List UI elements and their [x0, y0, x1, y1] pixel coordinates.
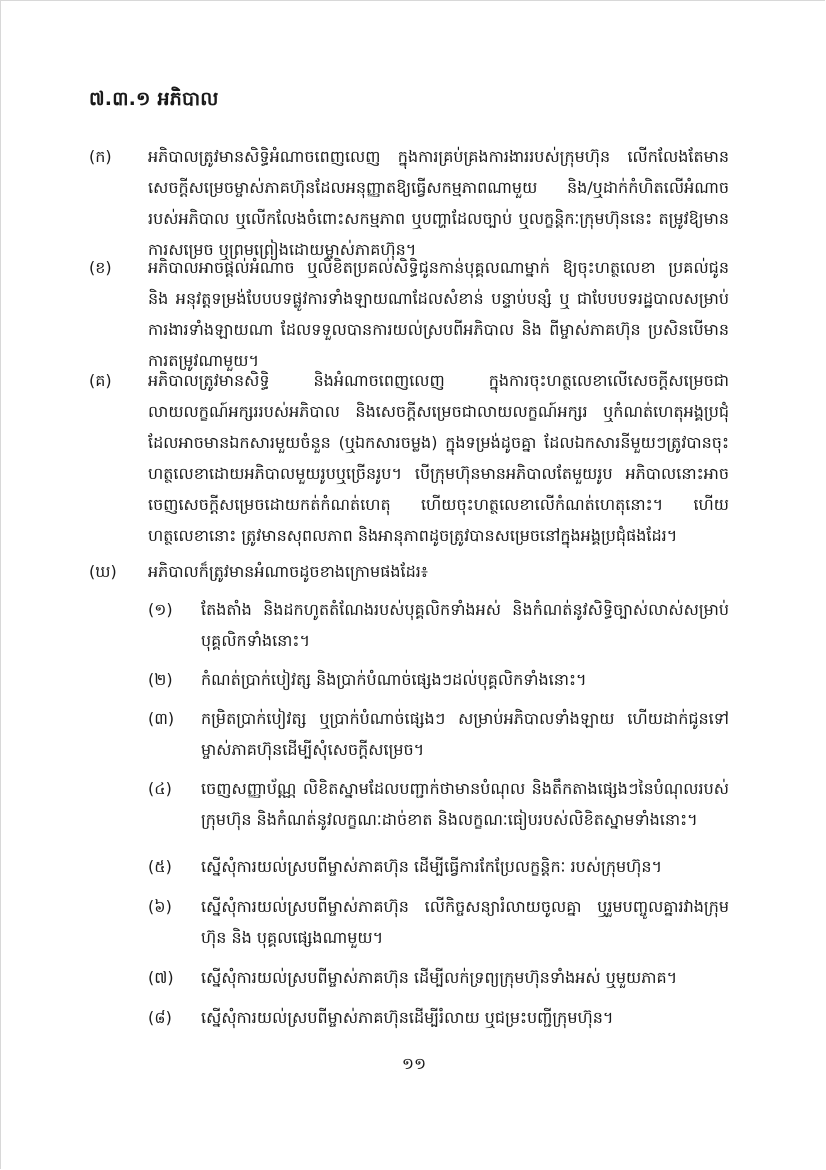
- paragraph-label: (គ): [89, 371, 112, 390]
- sub-item-1: [148, 594, 729, 656]
- page-number: ១១: [401, 1054, 427, 1073]
- sub-item-label: (៦): [148, 897, 172, 916]
- paragraph-kho: [89, 556, 729, 587]
- sub-item-label: (២): [148, 670, 173, 689]
- sub-item-label: (៥): [148, 857, 172, 876]
- sub-item-5: [148, 851, 729, 882]
- sub-item-6: [148, 891, 729, 953]
- paragraph-kha: [89, 252, 729, 376]
- sub-item-label: (៨): [148, 1008, 172, 1027]
- sub-item-label: (៧): [148, 968, 174, 987]
- sub-item-2: [148, 664, 729, 695]
- paragraph-text: អភិបាលត្រូវមានសិទ្ធិអំណាចពេញលេញ ក្នុងការគ្រប់គ្រងការងាររបស់ក្រុមហ៊ុន លើកលែងតែមានសេចក្តីសម្រេចម្ចាស់ភាគហ៊ុនដែលអនុញ្ញាតឱ្យធ្វើសកម្មភាពណាមួយ និង/ឬដាក់កំហិតលើអំណាចរបស់អភិបាល ឬលើកលែងចំពោះសកម្មភាព ឬបញ្ហាដែលច្បាប់ ឬលក្ខន្តិកៈក្រុមហ៊ុននេះ តម្រូវឱ្យមានការសម្រេច ឬព្រមព្រៀងដោយម្ចាស់ភាគហ៊ុន។: [148, 147, 729, 259]
- section-heading: ៧.៣.១ អភិបាល: [89, 88, 219, 110]
- paragraph-ka: [89, 141, 729, 265]
- sub-item-text: ចេញសញ្ញាប័ណ្ណ លិខិតស្នាមដែលបញ្ជាក់ថាមានបំណុល និងតឹកតាងផ្សេងៗនៃបំណុលរបស់ក្រុមហ៊ុន និងកំណត់នូវលក្ខណៈដាច់ខាត និងលក្ខណៈធៀបរបស់លិខិតស្នាមទាំងនោះ។: [201, 779, 729, 829]
- sub-item-text: ស្នើសុំការយល់ស្របពីម្ចាស់ភាគហ៊ុន លើកិច្ចសន្យារំលាយចូលគ្នា ឬរួមបញ្ចូលគ្នារវាងក្រុមហ៊ុន និង បុគ្គលផ្សេងណាមួយ។: [201, 897, 729, 947]
- paragraph-text: អភិបាលអាចផ្តល់អំណាច ឬលិខិតប្រគល់សិទ្ធិជូនកាន់បុគ្គលណាម្នាក់ ឱ្យចុះហត្ថលេខា ប្រគល់ជូន និង អនុវត្តទម្រង់បែបបទផ្លូវការទាំងឡាយណាដែលសំខាន់ បន្ទាប់បន្សំ ឬ ជាបែបបទរដ្ឋបាលសម្រាប់ការងារទាំងឡាយណា ដែលទទួលបានការយល់ស្របពីអភិបាល និង ពីម្ចាស់ភាគហ៊ុន ប្រសិនបើមានការតម្រូវណាមួយ។: [148, 258, 729, 370]
- sub-item-label: (៤): [148, 779, 172, 798]
- sub-item-label: (១): [148, 600, 173, 619]
- paragraph-label: (ក): [89, 147, 112, 166]
- sub-item-text: កំណត់ប្រាក់បៀវត្ស និងប្រាក់បំណាច់ផ្សេងៗដល់បុគ្គលិកទាំងនោះ។: [201, 670, 587, 689]
- sub-item-3: [148, 703, 729, 765]
- sub-item-8: [148, 1002, 729, 1033]
- sub-item-label: (៣): [148, 709, 175, 728]
- sub-item-text: កម្រិតប្រាក់បៀវត្ស ឬប្រាក់បំណាច់ផ្សេងៗ សម្រាប់អភិបាលទាំងឡាយ ហើយដាក់ជូនទៅម្ចាស់ភាគហ៊ុនដើម្បីសុំសេចក្តីសម្រេច។: [201, 709, 729, 759]
- sub-item-text: ស្នើសុំការយល់ស្របពីម្ចាស់ភាគហ៊ុន ដើម្បីធ្វើការកែប្រែលក្ខន្តិកៈ របស់ក្រុមហ៊ុន។: [201, 857, 663, 876]
- sub-item-7: [148, 962, 729, 993]
- sub-item-text: តែងតាំង និងដកហូតតំណែងរបស់បុគ្គលិកទាំងអស់ និងកំណត់នូវសិទ្ធិច្បាស់លាស់សម្រាប់បុគ្គលិកទាំងនោះ។: [201, 600, 729, 650]
- sub-item-text: ស្នើសុំការយល់ស្របពីម្ចាស់ភាគហ៊ុន ដើម្បីលក់ទ្រព្យក្រុមហ៊ុនទាំងអស់ ឬមួយភាគ។: [201, 968, 678, 987]
- paragraph-text: អភិបាលក៏ត្រូវមានអំណាចដូចខាងក្រោមផងដែរ៖: [148, 562, 428, 581]
- sub-item-4: [148, 773, 729, 835]
- paragraph-label: (ខ): [89, 258, 112, 277]
- paragraph-label: (ឃ): [89, 562, 117, 581]
- sub-item-text: ស្នើសុំការយល់ស្របពីម្ចាស់ភាគហ៊ុនដើម្បីរំលាយ ឬជម្រះបញ្ជីក្រុមហ៊ុន។: [201, 1008, 614, 1027]
- paragraph-ko: [89, 365, 729, 551]
- paragraph-text: អភិបាលត្រូវមានសិទ្ធិ និងអំណាចពេញលេញ ក្នុងការចុះហត្ថលេខាលើសេចក្តីសម្រេចជាលាយលក្ខណ៍អក្សររបស់អភិបាល និងសេចក្តីសម្រេចជាលាយលក្ខណ៍អក្សរ ឬកំណត់ហេតុអង្គប្រជុំដែលអាចមានឯកសារមួយចំនួន (ឬឯកសារចម្លង) ក្នុងទម្រង់ដូចគ្នា ដែលឯកសារនីមួយៗត្រូវបានចុះហត្ថលេខាដោយអភិបាលមួយរូបឬច្រើនរូប។ បើក្រុមហ៊ុនមានអភិបាលតែមួយរូប អភិបាលនោះអាចចេញសេចក្តីសម្រេចដោយកត់កំណត់ហេតុ ហើយចុះហត្ថលេខាលើកំណត់ហេតុនោះ។ ហើយហត្ថលេខានោះ ត្រូវមានសុពលភាព និងអានុភាពដូចត្រូវបានសម្រេចនៅក្នុងអង្គប្រជុំផងដែរ។: [148, 371, 729, 545]
